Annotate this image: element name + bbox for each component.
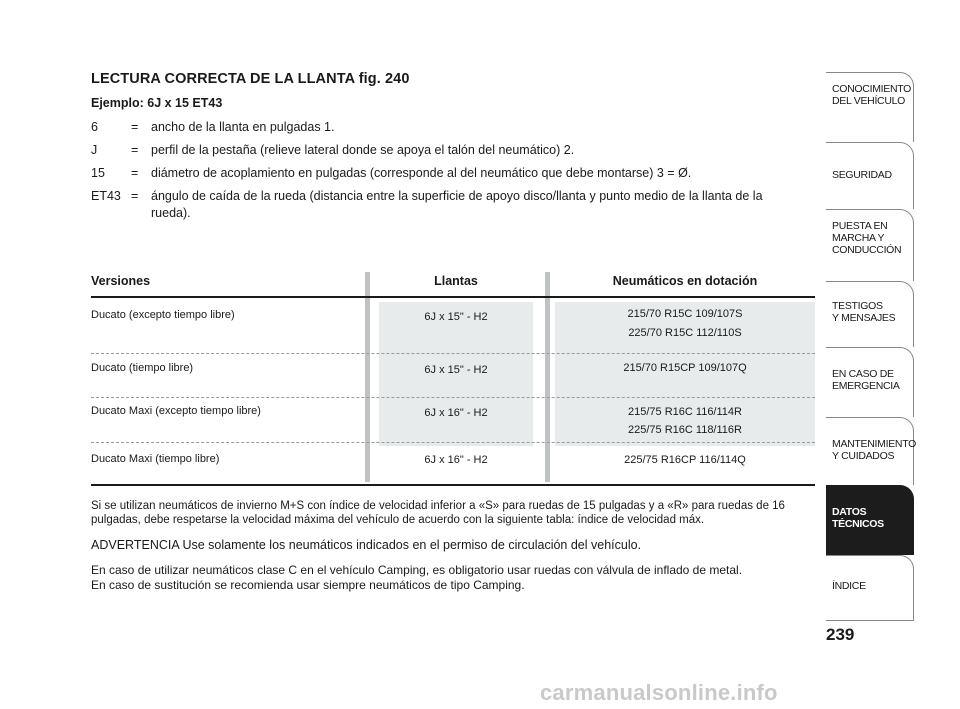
- column-separator: [365, 272, 370, 482]
- chapter-sidebar: [826, 72, 916, 621]
- row-divider: [91, 397, 815, 398]
- watermark-text: carmanualsonline.info: [540, 680, 778, 705]
- definition-equals: =: [131, 166, 139, 180]
- definition-key: 6: [91, 120, 98, 134]
- section-title: LECTURA CORRECTA DE LA LLANTA fig. 240: [91, 71, 410, 87]
- definition-equals: =: [131, 143, 139, 157]
- sidebar-tab-label: SEGURIDAD: [832, 169, 892, 181]
- table-top-rule: [91, 296, 815, 298]
- definition-key: 15: [91, 166, 105, 180]
- warning-note: ADVERTENCIA Use solamente los neumáticos indicados en el permiso de circulación del vehículo.: [91, 538, 642, 552]
- sidebar-tab-emergencia[interactable]: [826, 347, 914, 417]
- definition-text: ángulo de caída de la rueda (distancia entre la superficie de apoyo disco/llanta y punto medio de la llanta de la rueda).: [151, 189, 763, 220]
- row-divider: [91, 353, 815, 354]
- definition-key: ET43: [91, 189, 121, 203]
- example-line: Ejemplo: 6J x 15 ET43: [91, 96, 223, 110]
- cell-tyre: 215/70 R15CP 109/107Q: [623, 362, 747, 374]
- cell-version: Ducato Maxi (excepto tiempo libre): [91, 405, 261, 417]
- cell-version: Ducato (excepto tiempo libre): [91, 309, 235, 321]
- sidebar-tab-datos-tecnicos[interactable]: [826, 485, 914, 555]
- header-versions: Versiones: [91, 274, 151, 288]
- header-tyres: Neumáticos en dotación: [612, 274, 758, 288]
- cell-tyre: 225/70 R15C 112/110S: [628, 327, 742, 339]
- page-number: 239: [826, 625, 855, 644]
- sidebar-tab-conocimiento[interactable]: [826, 72, 914, 142]
- cell-rim: 6J x 15" - H2: [424, 311, 488, 323]
- cell-rim: 6J x 15" - H2: [424, 364, 488, 376]
- sidebar-tab-label: EN CASO DE EMERGENCIA: [832, 368, 900, 392]
- sidebar-tab-mantenimiento[interactable]: [826, 417, 914, 485]
- camping-note-2: En caso de sustitución se recomienda usar siempre neumáticos de tipo Camping.: [91, 578, 525, 592]
- definition-equals: =: [131, 189, 139, 203]
- sidebar-tab-label: CONOCIMIENTO DEL VEHÍCULO: [832, 83, 912, 107]
- cell-rim: 6J x 16" - H2: [424, 407, 488, 419]
- cell-version: Ducato (tiempo libre): [91, 362, 194, 374]
- notes-block: [91, 499, 807, 603]
- definitions-list: [91, 119, 801, 228]
- definition-item: [91, 188, 801, 222]
- table-bottom-rule: [91, 484, 815, 486]
- definition-item: [91, 165, 801, 182]
- definition-item: [91, 119, 801, 136]
- definition-text: ancho de la llanta en pulgadas 1.: [151, 120, 335, 134]
- sidebar-tab-label: TESTIGOS Y MENSAJES: [832, 300, 896, 324]
- cell-tyre: 225/75 R16CP 116/114Q: [624, 454, 746, 466]
- winter-tyre-note: Si se utilizan neumáticos de invierno M+S con índice de velocidad inferior a «S» para ruedas de 15 pulgadas y a «R» para ruedas de 16 pulgadas, debe respetarse la velocidad máxima del vehículo de acuerdo con la siguiente tabla: índice de velocidad máx.: [91, 500, 785, 526]
- sidebar-tab-testigos[interactable]: [826, 281, 914, 347]
- definition-equals: =: [131, 120, 139, 134]
- cell-rim: 6J x 16" - H2: [424, 454, 488, 466]
- tyre-table: [91, 266, 815, 488]
- header-rims: Llantas: [434, 274, 478, 288]
- definition-text: perfil de la pestaña (relieve lateral donde se apoya el talón del neumático) 2.: [151, 143, 575, 157]
- sidebar-tab-label: ÍNDICE: [832, 580, 866, 592]
- sidebar-tab-seguridad[interactable]: [826, 142, 914, 209]
- sidebar-tab-label: MANTENIMIENTO Y CUIDADOS: [832, 438, 916, 462]
- cell-version: Ducato Maxi (tiempo libre): [91, 453, 220, 465]
- cell-tyre: 215/75 R16C 116/114R: [628, 406, 742, 418]
- sidebar-tab-label: PUESTA EN MARCHA Y CONDUCCIÓN: [832, 220, 902, 256]
- cell-tyre: 215/70 R15C 109/107S: [627, 308, 743, 320]
- camping-note-1: En caso de utilizar neumáticos clase C en el vehículo Camping, es obligatorio usar ruedas con válvula de inflado de metal.: [91, 563, 743, 577]
- definition-item: [91, 142, 801, 159]
- sidebar-tab-indice[interactable]: [826, 555, 914, 621]
- row-divider: [91, 442, 815, 443]
- sidebar-tab-label: DATOS TÉCNICOS: [832, 506, 884, 530]
- definition-text: diámetro de acoplamiento en pulgadas (corresponde al del neumático que debe montarse) 3 = Ø.: [151, 166, 692, 180]
- cell-tyre: 225/75 R16C 118/116R: [628, 424, 742, 436]
- definition-key: J: [91, 143, 98, 157]
- sidebar-tab-puesta-en-marcha[interactable]: [826, 209, 914, 281]
- column-separator: [545, 272, 550, 482]
